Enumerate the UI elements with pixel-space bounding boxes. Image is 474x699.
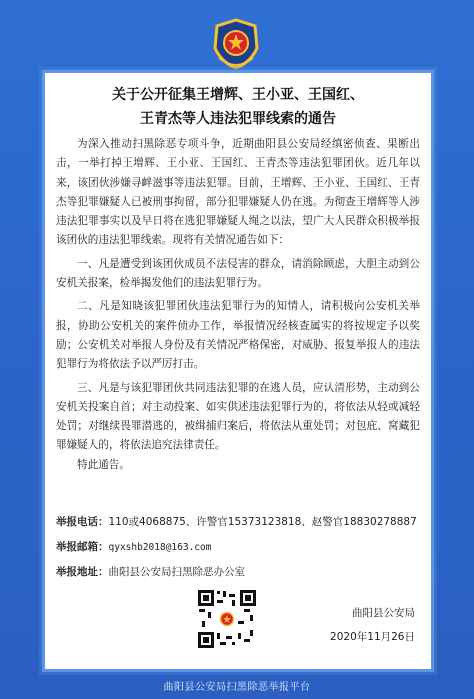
contact-info: [56, 513, 420, 582]
paragraph-closing: 特此通告。: [77, 458, 130, 471]
phone-label: 举报电话：: [56, 516, 109, 528]
footer-platform-name: 曲阳县公安局扫黑除恶举报平台: [163, 682, 311, 693]
notice-body: [56, 135, 420, 475]
phone-value: 110或4068875、许警官15373123818、赵警官18830278887: [108, 516, 417, 528]
address-label: 举报地址：: [56, 566, 109, 578]
title-line-2: 王青杰等人违法犯罪线索的通告: [140, 111, 336, 127]
paragraph-item-3: 三、凡是与该犯罪团伙共同违法犯罪的在逃人员，应认清形势，主动到公安机关投案自首；对主动投案、如实供述违法犯罪行为的，将依法从轻或减轻处罚；对继续畏罪潜逃的，被缉捕归案后，将依法从重处罚；对包庇、窝藏犯罪嫌疑人的，将依法追究法律责任。: [56, 381, 420, 452]
paragraph-intro: 为深入推动扫黑除恶专项斗争，近期曲阳县公安局经缜密侦查、果断出击，一举打掉王增辉、王小亚、王国红、王青杰等违法犯罪团伙。近几年以来，该团伙涉嫌寻衅滋事等违法犯罪。目前，王增辉、王小亚、王国红、王青杰等犯罪嫌疑人已被刑事拘留，部分犯罪嫌疑人仍在逃。为彻查王增辉等人涉违法犯罪事实以及早日将在逃犯罪嫌疑人绳之以法，望广大人民群众积极举报该团伙的违法犯罪线索。现将有关情况通告如下：: [56, 138, 420, 247]
email-value[interactable]: qyxshb2018@163.com: [108, 542, 212, 553]
address-value: 曲阳县公安局扫黑除恶办公室: [108, 566, 245, 578]
notice-card: [45, 73, 431, 669]
email-label: 举报邮箱：: [56, 541, 109, 553]
signature-date: 2020年11月26日: [330, 631, 415, 643]
paragraph-item-1: 一、凡是遭受到该团伙成员不法侵害的群众，请消除顾虑，大胆主动到公安机关报案，检举揭发他们的违法犯罪行为。: [56, 257, 420, 290]
signature-org: 曲阳县公安局: [352, 607, 415, 619]
paragraph-item-2: 二、凡是知晓该犯罪团伙违法犯罪行为的知情人，请积极向公安机关举报，协助公安机关的案件侦办工作，举报情况经核查属实的将按规定予以奖励；公安机关对举报人身份及有关情况严格保密，对威胁、报复举报人的违法犯罪行为将依法予以严厉打击。: [56, 300, 420, 371]
qr-code-icon[interactable]: [196, 588, 258, 650]
police-badge-icon: [211, 18, 261, 70]
phone-row: [56, 513, 420, 532]
email-row: [56, 538, 420, 557]
notice-title: [45, 83, 431, 131]
title-line-1: 关于公开征集王增辉、王小亚、王国红、: [112, 87, 364, 103]
address-row: [56, 563, 420, 582]
